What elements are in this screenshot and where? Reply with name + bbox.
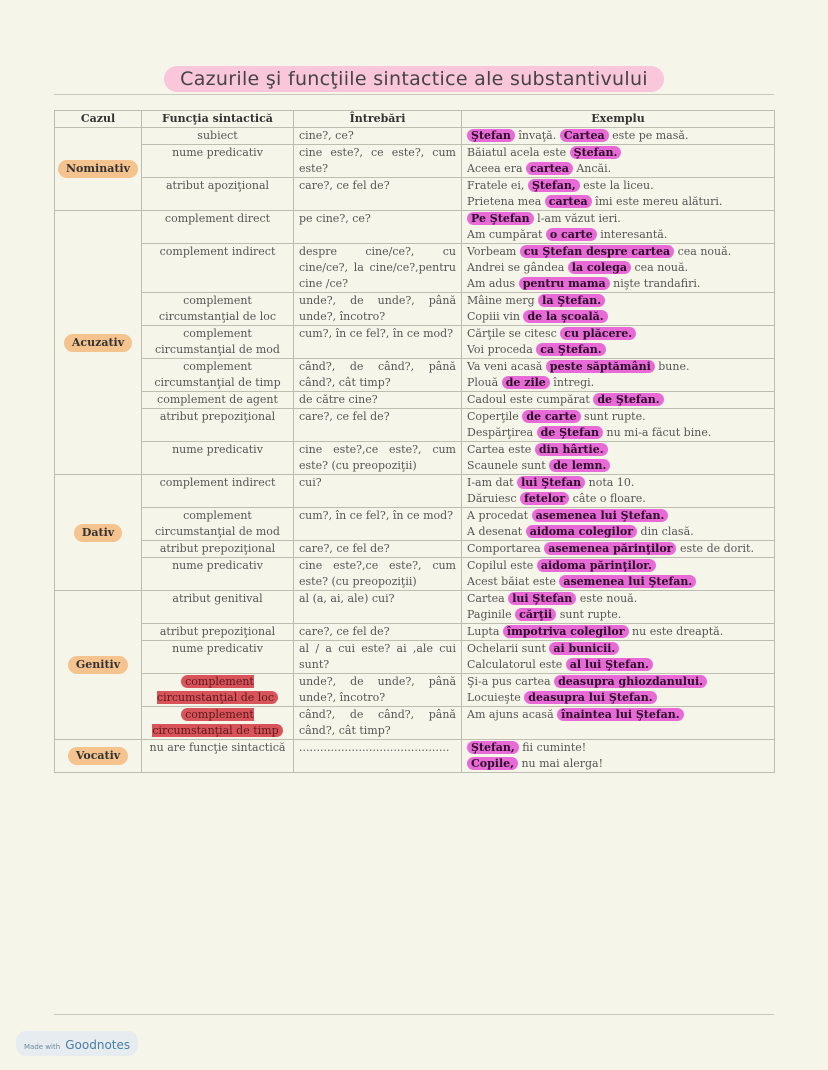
example-cell xyxy=(462,145,775,178)
title-area xyxy=(0,66,828,92)
highlighted-word: asemenea lui Ştefan. xyxy=(532,509,669,522)
example-cell xyxy=(462,624,775,641)
red-highlight: complement circumstanţial de loc xyxy=(157,675,278,704)
example-line xyxy=(467,425,769,441)
example-text: A procedat xyxy=(467,509,532,522)
highlighted-word: la Ştefan. xyxy=(538,294,605,307)
example-text: este nouă. xyxy=(576,592,638,605)
highlighted-word: de Ştefan. xyxy=(593,393,663,406)
highlighted-word: de la şcoală. xyxy=(523,310,607,323)
table-row xyxy=(55,674,775,707)
header-functia: Funcţia sintactică xyxy=(142,111,294,128)
questions-cell: care?, ce fel de? xyxy=(294,178,462,211)
table-row xyxy=(55,624,775,641)
example-cell xyxy=(462,293,775,326)
highlighted-word: aidoma părinţilor. xyxy=(537,559,656,572)
example-cell xyxy=(462,359,775,392)
highlighted-word: peste săptămâni xyxy=(546,360,655,373)
example-line xyxy=(467,740,769,756)
example-cell xyxy=(462,409,775,442)
highlighted-word: ca Ştefan. xyxy=(536,343,605,356)
example-text: câte o floare. xyxy=(569,492,646,505)
example-text: Cărţile se citesc xyxy=(467,327,561,340)
table-row xyxy=(55,392,775,409)
example-line xyxy=(467,641,769,657)
example-line xyxy=(467,508,769,524)
highlighted-word: de lemn. xyxy=(549,459,610,472)
example-line xyxy=(467,309,769,325)
header-intrebari: Întrebări xyxy=(294,111,462,128)
example-text: nu mai alerga! xyxy=(517,757,603,770)
case-dativ xyxy=(55,475,142,591)
example-text: întregi. xyxy=(549,376,595,389)
table-row xyxy=(55,740,775,773)
highlighted-word: cu Ştefan despre cartea xyxy=(520,245,674,258)
case-genitiv xyxy=(55,591,142,740)
example-text: Va veni acasă xyxy=(467,360,546,373)
case-badge: Vocativ xyxy=(68,747,128,765)
example-text: este la liceu. xyxy=(579,179,654,192)
example-text: Paginile xyxy=(467,608,516,621)
questions-cell: despre cine/ce?, cu cine/ce?, la cine/ce?,pentru cine /ce? xyxy=(294,244,462,293)
questions-cell: cine este?, ce este?, cum este? xyxy=(294,145,462,178)
example-text: Voi proceda xyxy=(467,343,537,356)
example-line xyxy=(467,657,769,673)
example-text: Cartea xyxy=(467,592,509,605)
highlighted-word: fetelor xyxy=(520,492,569,505)
highlighted-word: de Ştefan xyxy=(537,426,603,439)
highlighted-word: pentru mama xyxy=(519,277,610,290)
table-row xyxy=(55,707,775,740)
highlighted-word: al lui Ştefan. xyxy=(566,658,653,671)
table-row xyxy=(55,442,775,475)
function-cell: atribut prepoziţional xyxy=(142,541,294,558)
example-text: A desenat xyxy=(467,525,526,538)
example-line xyxy=(467,244,769,260)
example-text: nişte trandafiri. xyxy=(609,277,701,290)
questions-cell: cine este?,ce este?, cum este? (cu preopoziţii) xyxy=(294,558,462,591)
example-cell xyxy=(462,128,775,145)
questions-cell: când?, de când?, până când?, cât timp? xyxy=(294,707,462,740)
example-line xyxy=(467,674,769,690)
function-cell: nume predicativ xyxy=(142,442,294,475)
highlighted-word: Ştefan, xyxy=(467,741,519,754)
questions-cell: cui? xyxy=(294,475,462,508)
questions-cell: care?, ce fel de? xyxy=(294,541,462,558)
highlighted-word: Ştefan. xyxy=(570,146,622,159)
header-exemplu: Exemplu xyxy=(462,111,775,128)
example-cell xyxy=(462,558,775,591)
highlighted-word: aidoma colegilor xyxy=(526,525,637,538)
example-text: Băiatul acela este xyxy=(467,146,570,159)
example-line xyxy=(467,541,769,557)
table-row xyxy=(55,293,775,326)
example-line xyxy=(467,326,769,342)
example-line xyxy=(467,475,769,491)
highlighted-word: asemenea părinţilor xyxy=(544,542,676,555)
example-line xyxy=(467,574,769,590)
highlighted-word: deasupra ghiozdanului. xyxy=(554,675,707,688)
example-text: Coperţile xyxy=(467,410,523,423)
example-cell xyxy=(462,591,775,624)
highlighted-word: lui Ştefan xyxy=(517,476,585,489)
function-cell: complement indirect xyxy=(142,244,294,293)
example-text: Copilul este xyxy=(467,559,537,572)
example-line xyxy=(467,161,769,177)
example-line xyxy=(467,690,769,706)
function-cell: complement direct xyxy=(142,211,294,244)
example-line xyxy=(467,458,769,474)
table-row xyxy=(55,244,775,293)
function-cell: complement indirect xyxy=(142,475,294,508)
highlighted-word: Pe Ştefan xyxy=(467,212,534,225)
function-cell xyxy=(142,707,294,740)
goodnotes-logo: Goodnotes xyxy=(65,1038,131,1052)
example-line xyxy=(467,194,769,210)
example-text: sunt rupte. xyxy=(580,410,646,423)
table-row xyxy=(55,641,775,674)
highlighted-word: împotriva colegilor xyxy=(503,625,629,638)
questions-cell: când?, de când?, până când?, cât timp? xyxy=(294,359,462,392)
example-line xyxy=(467,359,769,375)
example-cell xyxy=(462,740,775,773)
function-cell: subiect xyxy=(142,128,294,145)
table-row xyxy=(55,541,775,558)
example-text: învaţă. xyxy=(514,129,560,142)
highlighted-word: Ştefan, xyxy=(528,179,580,192)
highlighted-word: cărţii xyxy=(515,608,556,621)
example-line xyxy=(467,211,769,227)
case-acuzativ xyxy=(55,211,142,475)
example-line xyxy=(467,409,769,425)
example-text: Plouă xyxy=(467,376,502,389)
case-nominativ xyxy=(55,128,142,211)
function-cell: complement circumstanţial de mod xyxy=(142,508,294,541)
highlighted-word: ai bunicii. xyxy=(549,642,619,655)
highlighted-word: Cartea xyxy=(560,129,609,142)
example-line xyxy=(467,392,769,408)
function-cell xyxy=(142,674,294,707)
example-line xyxy=(467,178,769,194)
questions-cell: cine este?,ce este?, cum este? (cu preopoziţii) xyxy=(294,442,462,475)
example-cell xyxy=(462,541,775,558)
example-text: Lupta xyxy=(467,625,503,638)
table-row xyxy=(55,178,775,211)
example-line xyxy=(467,624,769,640)
example-text: Şi-a pus cartea xyxy=(467,675,555,688)
highlighted-word: de carte xyxy=(522,410,580,423)
example-text: nota 10. xyxy=(585,476,635,489)
function-cell: nume predicativ xyxy=(142,641,294,674)
example-text: cea nouă. xyxy=(630,261,689,274)
table-row xyxy=(55,558,775,591)
example-text: Mâine merg xyxy=(467,294,539,307)
example-line xyxy=(467,558,769,574)
highlighted-word: lui Ştefan xyxy=(508,592,576,605)
case-badge: Genitiv xyxy=(68,656,128,674)
example-line xyxy=(467,375,769,391)
highlighted-word: la colega xyxy=(568,261,631,274)
page-title: Cazurile şi funcţiile sintactice ale substantivului xyxy=(164,66,664,92)
example-cell xyxy=(462,326,775,359)
example-cell xyxy=(462,442,775,475)
example-text: din clasă. xyxy=(637,525,694,538)
example-text: Vorbeam xyxy=(467,245,520,258)
example-text: Ancăi. xyxy=(572,162,612,175)
questions-cell: cum?, în ce fel?, în ce mod? xyxy=(294,508,462,541)
function-cell: atribut genitival xyxy=(142,591,294,624)
example-text: bune. xyxy=(654,360,690,373)
example-text: Copiii vin xyxy=(467,310,524,323)
example-text: Scaunele sunt xyxy=(467,459,550,472)
questions-cell: cine?, ce? xyxy=(294,128,462,145)
function-cell: nume predicativ xyxy=(142,145,294,178)
example-text: este de dorit. xyxy=(676,542,754,555)
example-text: Locuieşte xyxy=(467,691,525,704)
example-text: Am adus xyxy=(467,277,519,290)
example-text: nu mi-a făcut bine. xyxy=(603,426,712,439)
example-text: este pe masă. xyxy=(608,129,689,142)
example-text: cea nouă. xyxy=(674,245,732,258)
example-cell xyxy=(462,244,775,293)
example-cell xyxy=(462,475,775,508)
example-line xyxy=(467,524,769,540)
bottom-rule xyxy=(54,1014,774,1015)
example-line xyxy=(467,145,769,161)
example-cell xyxy=(462,707,775,740)
table-row xyxy=(55,591,775,624)
example-text: Cartea este xyxy=(467,443,535,456)
example-text: fii cuminte! xyxy=(518,741,587,754)
case-badge: Nominativ xyxy=(58,160,138,178)
highlighted-word: deasupra lui Ştefan. xyxy=(524,691,656,704)
function-cell: atribut apoziţional xyxy=(142,178,294,211)
highlighted-word: cartea xyxy=(545,195,592,208)
goodnotes-badge xyxy=(16,1031,138,1056)
example-text: nu este dreaptă. xyxy=(628,625,724,638)
questions-cell: ........................................... xyxy=(294,740,462,773)
highlighted-word: cartea xyxy=(526,162,573,175)
example-text: sunt rupte. xyxy=(556,608,622,621)
table-row xyxy=(55,475,775,508)
example-text: interesantă. xyxy=(596,228,668,241)
table-row xyxy=(55,508,775,541)
example-line xyxy=(467,607,769,623)
function-cell: nume predicativ xyxy=(142,558,294,591)
example-line xyxy=(467,707,769,723)
example-cell xyxy=(462,392,775,409)
table-row xyxy=(55,211,775,244)
highlighted-word: o carte xyxy=(546,228,597,241)
highlighted-word: înaintea lui Ştefan. xyxy=(557,708,683,721)
example-line xyxy=(467,756,769,772)
table-row xyxy=(55,359,775,392)
case-badge: Acuzativ xyxy=(64,334,132,352)
example-line xyxy=(467,276,769,292)
example-line xyxy=(467,260,769,276)
example-text: îmi este mereu alături. xyxy=(591,195,723,208)
example-cell xyxy=(462,178,775,211)
example-cell xyxy=(462,508,775,541)
questions-cell: cum?, în ce fel?, în ce mod? xyxy=(294,326,462,359)
example-text: Prietena mea xyxy=(467,195,545,208)
example-text: Dăruiesc xyxy=(467,492,521,505)
example-text: l-am văzut ieri. xyxy=(533,212,621,225)
highlighted-word: Copile, xyxy=(467,757,518,770)
example-text: I-am dat xyxy=(467,476,518,489)
questions-cell: al / a cui este? ai ,ale cui sunt? xyxy=(294,641,462,674)
table-row xyxy=(55,128,775,145)
questions-cell: care?, ce fel de? xyxy=(294,624,462,641)
questions-cell: de către cine? xyxy=(294,392,462,409)
table-row xyxy=(55,409,775,442)
example-cell xyxy=(462,641,775,674)
red-highlight: complement circumstanţial de timp xyxy=(152,708,282,737)
highlighted-word: din hârtie. xyxy=(535,443,608,456)
case-badge: Dativ xyxy=(74,524,122,542)
questions-cell: unde?, de unde?, până unde?, încotro? xyxy=(294,293,462,326)
example-line xyxy=(467,128,769,144)
example-line xyxy=(467,442,769,458)
questions-cell: pe cine?, ce? xyxy=(294,211,462,244)
example-text: Am cumpărat xyxy=(467,228,546,241)
function-cell: nu are funcţie sintactică xyxy=(142,740,294,773)
example-text: Cadoul este cumpărat xyxy=(467,393,594,406)
example-text: Ochelarii sunt xyxy=(467,642,550,655)
example-text: Am ajuns acasă xyxy=(467,708,558,721)
example-text: Aceea era xyxy=(467,162,527,175)
case-vocativ xyxy=(55,740,142,773)
example-line xyxy=(467,342,769,358)
function-cell: complement de agent xyxy=(142,392,294,409)
cases-table xyxy=(54,110,775,773)
example-text: Calculatorul este xyxy=(467,658,566,671)
example-line xyxy=(467,227,769,243)
function-cell: atribut prepoziţional xyxy=(142,624,294,641)
questions-cell: al (a, ai, ale) cui? xyxy=(294,591,462,624)
example-text: Andrei se gândea xyxy=(467,261,568,274)
function-cell: complement circumstanţial de timp xyxy=(142,359,294,392)
header-cazul: Cazul xyxy=(55,111,142,128)
example-line xyxy=(467,591,769,607)
example-line xyxy=(467,293,769,309)
function-cell: complement circumstanţial de loc xyxy=(142,293,294,326)
table-row xyxy=(55,326,775,359)
function-cell: complement circumstanţial de mod xyxy=(142,326,294,359)
example-line xyxy=(467,491,769,507)
highlighted-word: asemenea lui Ştefan. xyxy=(559,575,696,588)
example-text: Comportarea xyxy=(467,542,545,555)
highlighted-word: Ştefan xyxy=(467,129,515,142)
made-with-label: Made with xyxy=(24,1043,61,1051)
table-row xyxy=(55,145,775,178)
highlighted-word: de zile xyxy=(502,376,550,389)
example-text: Fratele ei, xyxy=(467,179,528,192)
example-cell xyxy=(462,674,775,707)
function-cell: atribut prepoziţional xyxy=(142,409,294,442)
questions-cell: care?, ce fel de? xyxy=(294,409,462,442)
highlighted-word: cu plăcere. xyxy=(560,327,636,340)
questions-cell: unde?, de unde?, până unde?, încotro? xyxy=(294,674,462,707)
header-row xyxy=(55,111,775,128)
top-rule xyxy=(54,94,774,95)
example-text: Acest băiat este xyxy=(467,575,560,588)
example-cell xyxy=(462,211,775,244)
example-text: Despărţirea xyxy=(467,426,537,439)
